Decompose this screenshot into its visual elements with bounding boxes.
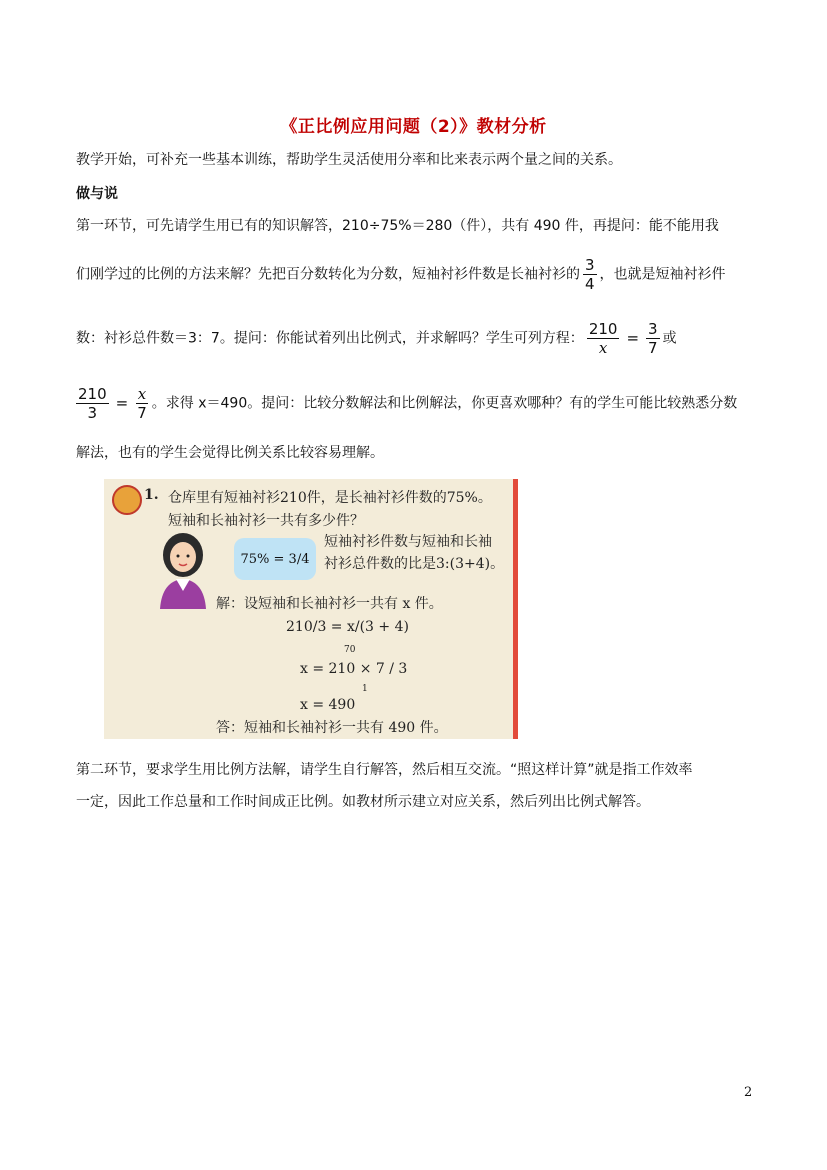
text-fragment: 。求得 x＝490。提问：比较分数解法和比例解法，你更喜欢哪种？有的学生可能比较熟悉分数 [151,395,738,412]
student-illustration-icon [148,529,218,609]
fraction-numerator: 3 [648,320,658,338]
text-fragment: 们刚学过的比例的方法来解？先把百分数转化为分数，短袖衬衫件数是长袖衬衫的 [76,266,580,283]
document-title: 《正比例应用问题（2）》教材分析 [280,117,547,137]
answer-text: 答：短袖和长袖衬衫一共有 490 件。 [216,720,448,736]
solution-equation: x = 490 [300,697,356,713]
paragraph-intro: 教学开始，可补充一些基本训练，帮助学生灵活使用分率和比来表示两个量之间的关系。 [76,152,622,168]
solution-text: 解：设短袖和长袖衬衫一共有 x 件。 [216,596,443,612]
paragraph-line: 第一环节，可先请学生用已有的知识解答，210÷75%＝280（件），共有 490 件，再提问：能不能用我 [76,218,719,234]
paragraph-line-with-equation [76,385,752,422]
fraction-numerator: 210 [78,385,107,403]
fraction [76,385,109,422]
solution-annotation: 70 [344,645,356,655]
paragraph-line-with-equation [76,320,752,357]
text-fragment: 数：衬衫总件数＝3：7。提问：你能试着列出比例式，并求解吗？学生可列方程： [76,330,584,347]
problem-text: 仓库里有短袖衬衫210件，是长袖衬衫件数的75%。 [168,490,492,506]
paragraph-line: 第二环节，要求学生用比例方法解，请学生自行解答，然后相互交流。“照这样计算”就是指工作效率 [76,762,693,778]
fraction-numerator: x [137,385,147,403]
fraction-denominator: 4 [585,275,595,293]
solution-equation: x = 210 × 7 / 3 [300,661,408,677]
fraction [587,320,620,357]
fraction-denominator: 7 [137,404,147,422]
solution-equation: 210/3 = x/(3 + 4) [286,619,409,635]
badge-icon [112,485,142,515]
fraction-denominator: x [598,339,608,357]
fraction [135,385,149,422]
fraction-denominator: 7 [648,339,658,357]
fraction [583,256,597,293]
fraction-numerator: 3 [585,256,595,274]
problem-text: 短袖和长袖衬衫一共有多少件？ [168,513,364,529]
paragraph-line: 一定，因此工作总量和工作时间成正比例。如教材所示建立对应关系，然后列出比例式解答。 [76,794,650,810]
page-number: 2 [744,1085,753,1100]
text-fragment: ，也就是短袖衬衫件 [599,266,726,283]
problem-number: 1. [144,487,159,503]
paragraph-line-with-fraction [76,256,752,293]
fraction-numerator: 210 [588,320,618,338]
text-fragment: 或 [662,330,677,347]
fraction-denominator: 3 [87,404,98,422]
figure-edge [513,479,518,739]
hint-text: 短袖衬衫件数与短袖和长袖 [324,534,492,550]
equals-sign: = [115,393,129,412]
paragraph-line: 解法，也有的学生会觉得比例关系比较容易理解。 [76,445,384,461]
solution-annotation: 1 [362,684,368,694]
hint-bubble: 75% = 3/4 [234,538,316,580]
textbook-figure [104,479,518,739]
equals-sign: = [626,328,640,347]
fraction [646,320,660,357]
section-heading: 做与说 [76,186,118,202]
hint-text: 衬衫总件数的比是3:(3+4)。 [324,556,505,572]
